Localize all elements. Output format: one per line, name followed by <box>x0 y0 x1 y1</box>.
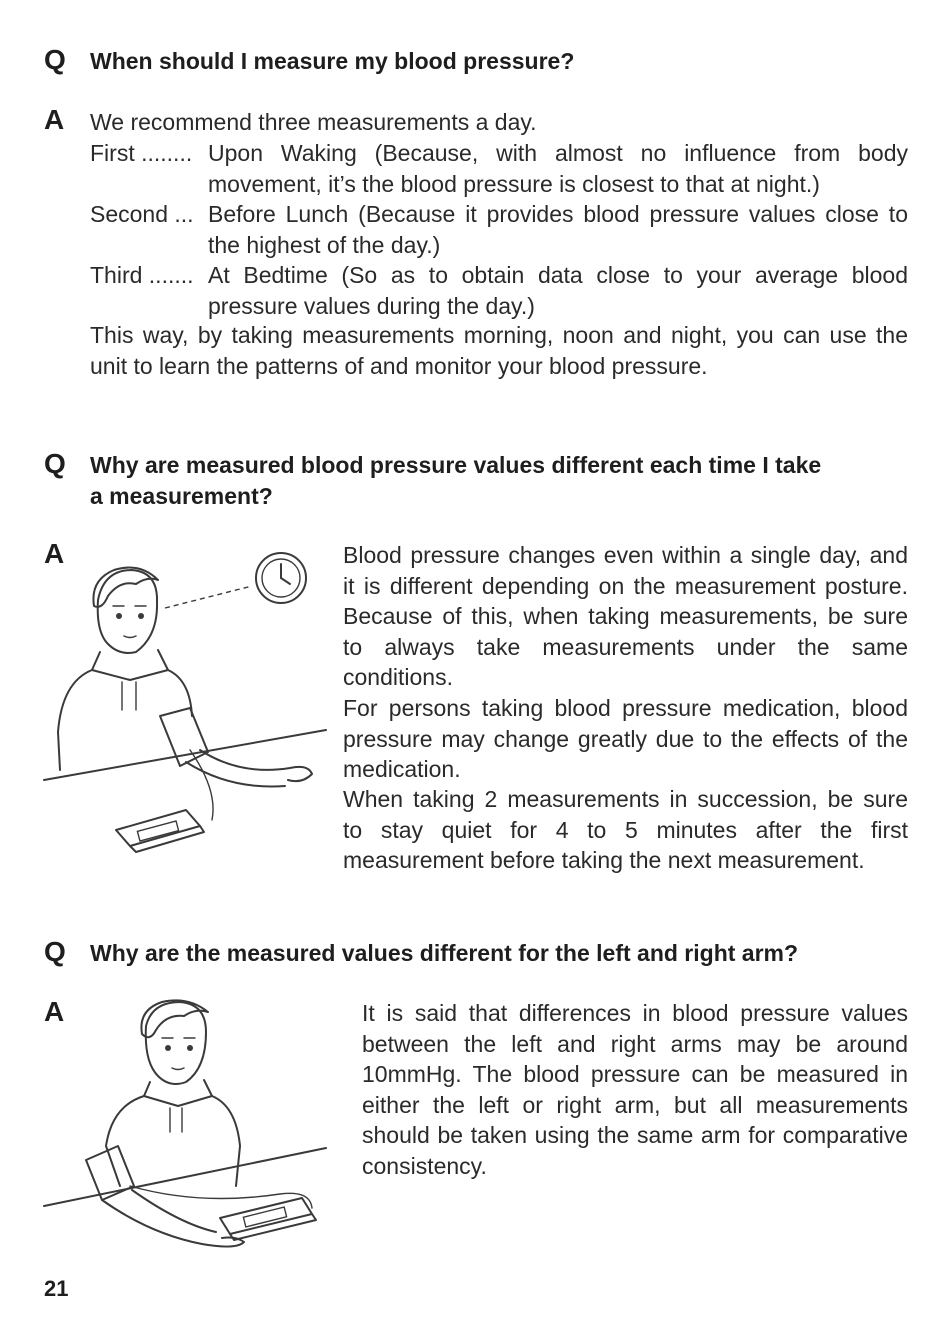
answer-marker: A <box>44 104 65 135</box>
time-description: At Bedtime (So as to obtain data close to your average blood pressure values during the day.) <box>208 262 908 319</box>
answer-marker: A <box>44 538 65 569</box>
time-label: First ........ <box>90 140 193 166</box>
time-label: Second ... <box>90 201 194 227</box>
man-measuring-with-clock-icon <box>40 540 330 860</box>
answer-paragraph: It is said that differences in blood pressure values between the left and right arms may be around 10mmHg. The blood pressure can be measured in either the left or right arm, but all measurements should be taken using the same arm for comparative consistency. <box>362 1000 908 1179</box>
measurement-time-second <box>90 199 910 260</box>
measurement-time-first <box>90 138 910 199</box>
man-measuring-left-arm-icon <box>40 996 330 1271</box>
answer-intro: We recommend three measurements a day. <box>90 109 537 135</box>
time-description: Before Lunch (Because it provides blood pressure values close to the highest of the day.) <box>208 201 908 258</box>
answer-paragraph-1: Blood pressure changes even within a single day, and it is different depending on the measurement posture. Because of this, when taking measurements, be sure to always take measurements under the same conditions. <box>343 542 908 690</box>
page-number: 21 <box>44 1276 69 1301</box>
question-line: a measurement? <box>90 483 273 509</box>
question-heading: Why are the measured values different for the left and right arm? <box>90 940 799 966</box>
question-marker: Q <box>44 448 66 479</box>
question-heading <box>90 450 920 512</box>
answer-paragraph-2: For persons taking blood pressure medication, blood pressure may change greatly due to the effects of the medication. <box>343 695 908 782</box>
answer-marker: A <box>44 996 65 1027</box>
answer-closing: This way, by taking measurements morning, noon and night, you can use the unit to learn the patterns of and monitor your blood pressure. <box>90 322 908 379</box>
question-marker: Q <box>44 44 66 75</box>
time-label: Third ....... <box>90 262 194 288</box>
answer-paragraph-3: When taking 2 measurements in succession, be sure to stay quiet for 4 to 5 minutes after the first measurement before taking the next measurement. <box>343 786 908 873</box>
time-description: Upon Waking (Because, with almost no influence from body movement, it’s the blood pressure is closest to that at night.) <box>208 140 908 197</box>
question-heading: When should I measure my blood pressure? <box>90 48 575 74</box>
question-marker: Q <box>44 936 66 967</box>
question-line: Why are measured blood pressure values different each time I take <box>90 452 822 478</box>
measurement-time-third <box>90 260 910 321</box>
